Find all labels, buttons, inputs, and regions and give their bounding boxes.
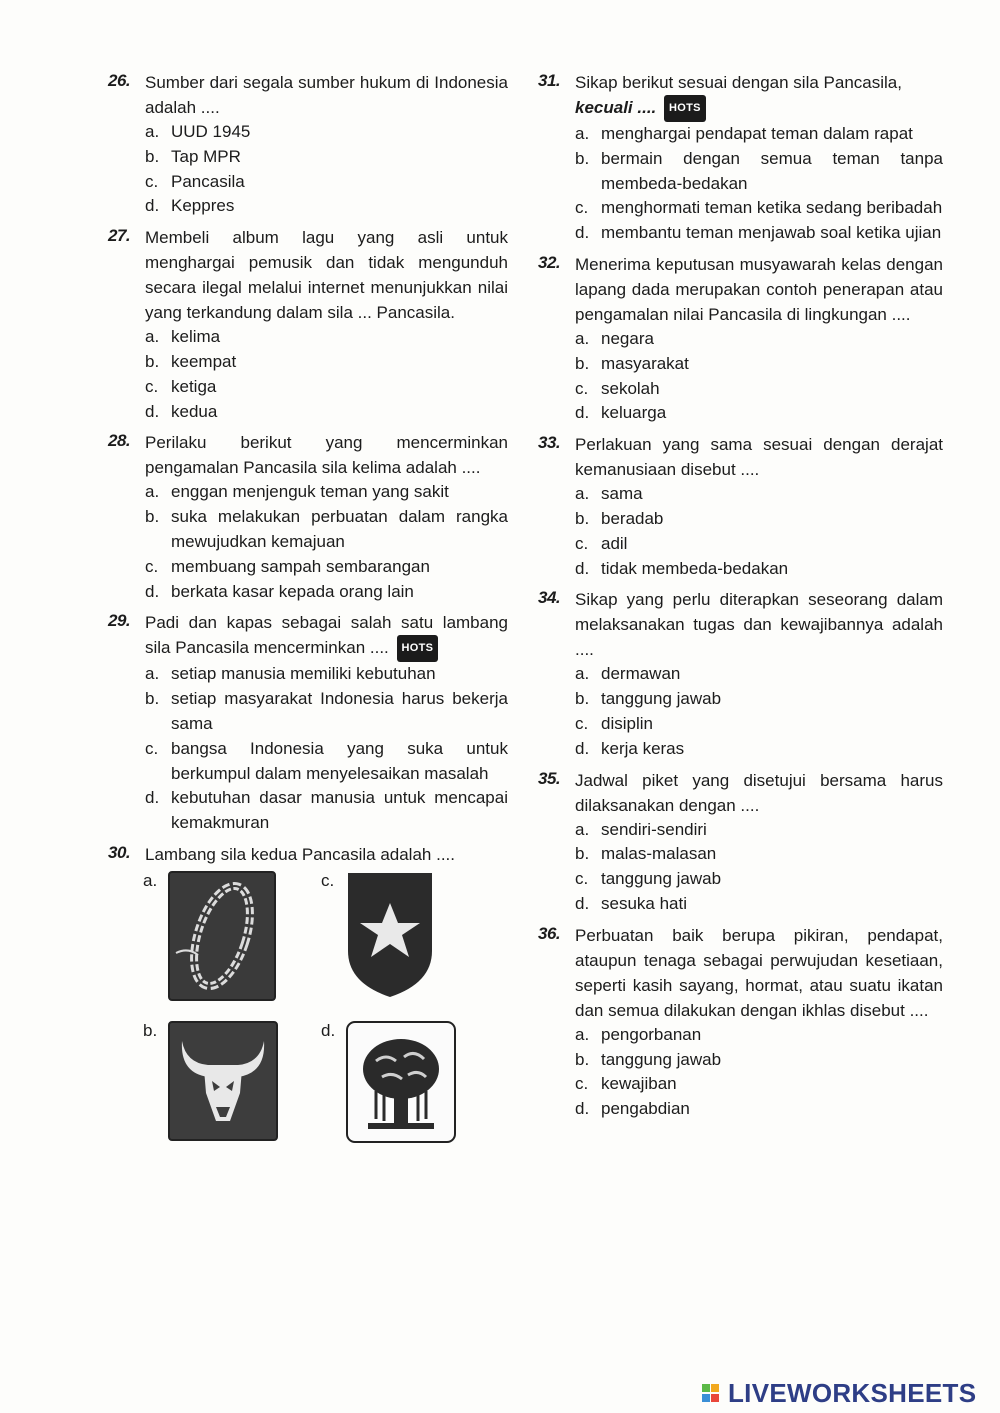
option-text: tanggung jawab	[601, 869, 722, 889]
option-letter: c.	[575, 533, 589, 553]
option-text: malas-malasan	[601, 844, 717, 864]
answer-option[interactable]	[575, 662, 943, 687]
option-text: keluarga	[601, 403, 667, 423]
option-letter: d.	[575, 558, 590, 578]
answer-option[interactable]	[575, 1097, 943, 1122]
question-number: 35.	[538, 768, 561, 788]
option-letter: a.	[575, 819, 590, 839]
question-text-body: Membeli album lagu yang asli untuk menghargai pemusik dan tidak mengunduh secara ilegal melalui internet menunjukkan nilai yang terkandung dalam sila ... Pancasila.	[145, 228, 508, 323]
option-letter: d.	[145, 196, 160, 216]
option-text: Pancasila	[171, 171, 245, 191]
option-text: menghargai pendapat teman dalam rapat	[601, 124, 913, 143]
question-text	[575, 252, 943, 327]
question-item	[108, 225, 508, 424]
option-text: setiap masyarakat Indonesia harus bekerja sama	[171, 689, 508, 733]
option-text: membuang sampah sembarangan	[171, 556, 430, 576]
option-text: menghormati teman ketika sedang beribadah	[601, 198, 943, 218]
answer-option[interactable]	[145, 786, 508, 836]
answer-options	[145, 480, 508, 604]
answer-option[interactable]	[575, 818, 943, 843]
option-letter: a.	[575, 664, 590, 684]
answer-option[interactable]	[575, 532, 943, 557]
question-text-body: Menerima keputusan musyawarah kelas dengan lapang dada merupakan contoh penerapan atau pengamalan nilai Pancasila di lingkungan ....	[575, 254, 943, 324]
question-item	[538, 432, 943, 581]
option-letter: c.	[575, 869, 589, 889]
answer-options	[575, 482, 943, 581]
answer-option[interactable]	[575, 867, 943, 892]
answer-option[interactable]	[575, 122, 943, 147]
answer-option[interactable]	[145, 555, 508, 580]
answer-option[interactable]	[575, 1072, 943, 1097]
option-letter: c.	[145, 738, 159, 758]
answer-options	[575, 327, 943, 426]
option-letter: c.	[575, 1074, 589, 1094]
answer-options	[145, 120, 508, 219]
answer-options	[575, 1023, 943, 1122]
question-item	[538, 587, 943, 761]
answer-option[interactable]	[575, 196, 943, 221]
answer-options	[145, 325, 508, 424]
question-item	[538, 252, 943, 426]
answer-option[interactable]	[575, 401, 943, 426]
option-text: sesuka hati	[601, 893, 687, 913]
answer-option[interactable]	[145, 194, 508, 219]
answer-option[interactable]	[575, 1048, 943, 1073]
option-letter: a.	[145, 482, 160, 502]
answer-option[interactable]	[145, 687, 508, 737]
option-text: Keppres	[171, 196, 235, 216]
image-options	[108, 871, 508, 1161]
answer-option[interactable]	[575, 377, 943, 402]
question-number: 31.	[538, 71, 561, 90]
answer-option[interactable]	[575, 507, 943, 532]
star-shield-icon[interactable]	[346, 871, 434, 1004]
left-column	[108, 70, 508, 1167]
option-letter: d.	[575, 1099, 590, 1119]
question-text-body: Perlakuan yang sama sesuai dengan derajat kemanusiaan disebut ....	[575, 435, 943, 480]
option-text: Tap MPR	[171, 146, 241, 166]
liveworksheets-logo	[702, 1378, 976, 1409]
answer-option[interactable]	[145, 737, 508, 787]
option-text: beradab	[601, 508, 664, 528]
option-text: kewajiban	[601, 1074, 677, 1094]
question-text	[575, 432, 943, 482]
question-text	[575, 70, 943, 122]
chain-icon[interactable]	[168, 871, 276, 1006]
right-column	[538, 70, 943, 1128]
option-letter: c.	[145, 171, 159, 191]
option-letter: b.	[143, 1020, 158, 1040]
hots-badge: HOTS	[397, 635, 439, 662]
question-number: 33.	[538, 433, 561, 453]
option-text: tanggung jawab	[601, 689, 722, 709]
option-letter: a.	[143, 870, 158, 890]
question-text	[145, 842, 508, 867]
option-text: membantu teman menjawab soal ketika ujian	[601, 223, 942, 243]
question-text-body: Sikap berikut sesuai dengan sila Pancasila,	[575, 73, 902, 92]
option-text: sama	[601, 484, 643, 504]
option-letter: c.	[575, 198, 589, 218]
option-letter: b.	[145, 689, 160, 709]
option-text: sekolah	[601, 378, 660, 398]
option-letter: b.	[575, 689, 590, 709]
question-number: 36.	[538, 923, 561, 943]
question-text	[575, 923, 943, 1023]
option-text: masyarakat	[601, 353, 689, 373]
option-text: enggan menjenguk teman yang sakit	[171, 482, 449, 502]
option-text: tanggung jawab	[601, 1049, 722, 1069]
answer-options	[575, 662, 943, 761]
answer-option[interactable]	[575, 842, 943, 867]
banyan-tree-icon[interactable]	[346, 1021, 456, 1148]
question-text-body: Perbuatan baik berupa pikiran, pendapat, ataupun tenaga sebagai perwujudan kesetiaan, seperti kasih sayang, hormat, atau suatu ikatan dan semua dilakukan dengan ikhlas disebut ....	[575, 925, 943, 1020]
question-item	[108, 430, 508, 604]
question-item	[108, 610, 508, 836]
option-text: bermain dengan semua teman tanpa membeda-bedakan	[601, 148, 943, 193]
option-text: pengabdian	[601, 1099, 690, 1119]
option-letter: d.	[145, 401, 160, 421]
question-text	[575, 768, 943, 818]
option-text: keempat	[171, 351, 237, 371]
option-letter: a.	[575, 124, 590, 143]
option-letter: a.	[575, 484, 590, 504]
option-letter: d.	[575, 223, 590, 243]
option-letter: b.	[575, 1049, 590, 1069]
question-number: 30.	[108, 842, 131, 862]
answer-option[interactable]	[145, 325, 508, 350]
hots-badge: HOTS	[664, 95, 706, 122]
option-letter: b.	[145, 146, 160, 166]
answer-options	[145, 662, 508, 836]
option-text: berkata kasar kepada orang lain	[171, 581, 414, 601]
question-text-body: Padi dan kapas sebagai salah satu lambang sila Pancasila mencerminkan ....	[145, 613, 508, 658]
question-text	[145, 610, 508, 662]
option-letter: c.	[575, 378, 589, 398]
question-text-body: Sumber dari segala sumber hukum di Indonesia adalah ....	[145, 73, 508, 117]
question-text-body: Jadwal piket yang disetujui bersama harus dilaksanakan dengan ....	[575, 770, 943, 815]
question-number: 32.	[538, 252, 561, 272]
option-text: ketiga	[171, 376, 217, 396]
option-text: tidak membeda-bedakan	[601, 558, 789, 578]
option-letter: d.	[145, 788, 160, 808]
option-text: kerja keras	[601, 738, 685, 758]
liveworksheets-logo-icon	[702, 1383, 728, 1405]
option-letter: a.	[145, 664, 160, 684]
option-letter: a.	[575, 1024, 590, 1044]
answer-option[interactable]	[145, 145, 508, 170]
question-text-body: Perilaku berikut yang mencerminkan pengamalan Pancasila sila kelima adalah ....	[145, 433, 508, 478]
question-emphasis: kecuali ....	[575, 98, 657, 117]
option-letter: b.	[575, 508, 590, 528]
answer-option[interactable]	[575, 712, 943, 737]
question-item	[538, 768, 943, 917]
answer-option[interactable]	[145, 170, 508, 195]
answer-option[interactable]	[145, 120, 508, 145]
question-item	[108, 842, 508, 1161]
option-text: negara	[601, 328, 654, 348]
option-letter: b.	[145, 351, 160, 371]
option-text: kedua	[171, 401, 218, 421]
answer-options	[575, 818, 943, 917]
option-letter: a.	[145, 122, 160, 141]
option-letter: c.	[145, 556, 159, 576]
question-text	[145, 225, 508, 325]
answer-options	[575, 122, 943, 246]
question-item	[108, 70, 508, 219]
question-number: 29.	[108, 611, 131, 631]
option-text: adil	[601, 533, 628, 553]
option-letter: d.	[575, 738, 590, 758]
answer-option[interactable]	[145, 580, 508, 605]
option-letter: b.	[575, 148, 590, 168]
answer-option[interactable]	[145, 480, 508, 505]
question-item	[538, 923, 943, 1122]
answer-option[interactable]	[145, 350, 508, 375]
option-letter: d.	[575, 403, 590, 423]
brand-text: LIVEWORKSHEETS	[728, 1378, 977, 1408]
option-letter: b.	[575, 353, 590, 373]
option-text: suka melakukan perbuatan dalam rangka mewujudkan kemajuan	[171, 507, 508, 551]
option-letter: a.	[575, 328, 590, 348]
option-letter: d.	[145, 581, 160, 601]
option-text: pengorbanan	[601, 1024, 702, 1044]
option-letter: b.	[575, 844, 590, 864]
question-number: 27.	[108, 226, 131, 246]
answer-option[interactable]	[575, 147, 943, 197]
answer-option[interactable]	[575, 352, 943, 377]
question-number: 28.	[108, 431, 131, 451]
answer-option[interactable]	[575, 482, 943, 507]
answer-option[interactable]	[145, 505, 508, 555]
answer-option[interactable]	[575, 892, 943, 917]
answer-option[interactable]	[145, 375, 508, 400]
question-number: 26.	[108, 71, 131, 90]
answer-option[interactable]	[575, 737, 943, 762]
option-letter: a.	[145, 327, 160, 347]
answer-option[interactable]	[575, 557, 943, 582]
answer-option[interactable]	[575, 221, 943, 246]
bull-head-icon[interactable]	[168, 1021, 278, 1146]
option-letter: c.	[145, 376, 159, 396]
answer-option[interactable]	[575, 327, 943, 352]
option-text: dermawan	[601, 664, 681, 684]
answer-option[interactable]	[575, 687, 943, 712]
option-letter: d.	[575, 893, 590, 913]
question-item	[538, 70, 943, 246]
question-number: 34.	[538, 588, 561, 608]
option-letter: b.	[145, 507, 160, 527]
option-text: kelima	[171, 327, 221, 347]
option-text: disiplin	[601, 713, 653, 733]
question-text	[145, 70, 508, 120]
question-text-body: Lambang sila kedua Pancasila adalah ....	[145, 844, 455, 864]
answer-option[interactable]	[575, 1023, 943, 1048]
answer-option[interactable]	[145, 662, 508, 687]
answer-option[interactable]	[145, 400, 508, 425]
option-text: UUD 1945	[171, 122, 251, 141]
option-text: setiap manusia memiliki kebutuhan	[171, 664, 436, 684]
option-text: sendiri-sendiri	[601, 819, 707, 839]
option-text: kebutuhan dasar manusia untuk mencapai kemakmuran	[171, 788, 508, 833]
option-letter: c.	[575, 713, 589, 733]
question-text	[145, 430, 508, 480]
option-letter: c.	[321, 870, 335, 890]
question-text-body: Sikap yang perlu diterapkan seseorang dalam melaksanakan tugas dan kewajibannya adalah ....	[575, 590, 943, 660]
question-text	[575, 587, 943, 662]
option-text: bangsa Indonesia yang suka untuk berkumpul dalam menyelesaikan masalah	[171, 738, 508, 783]
option-letter: d.	[321, 1020, 336, 1040]
